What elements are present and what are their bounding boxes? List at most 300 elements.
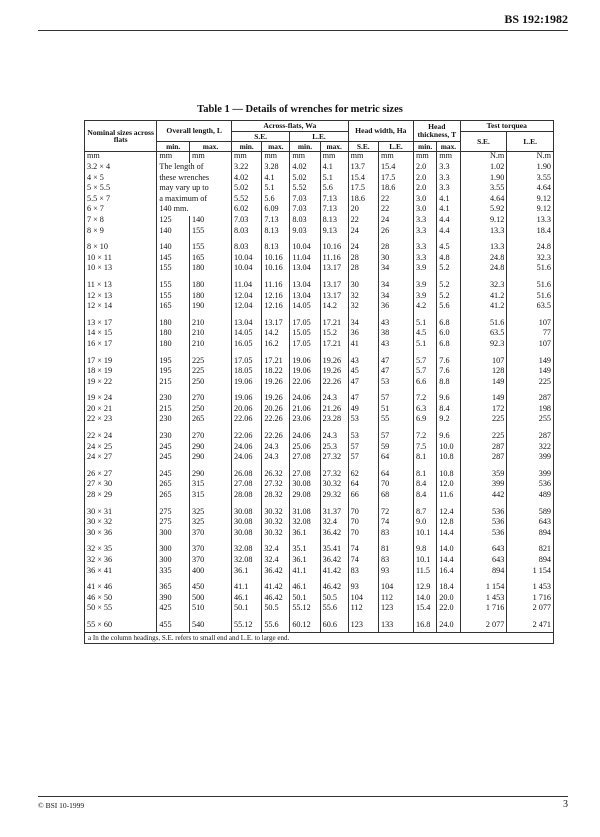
value-cell: 155 [157, 292, 190, 303]
value-cell: 93 [378, 567, 413, 578]
value-cell: 18.22 [262, 367, 290, 378]
value-cell: 455 [157, 621, 190, 632]
value-cell: 46.42 [320, 583, 348, 594]
nominal-size-cell: 13 × 17 [85, 319, 157, 330]
unit-cell: mm [157, 152, 190, 163]
value-cell: 425 [157, 604, 190, 615]
nominal-size-cell: 18 × 19 [85, 367, 157, 378]
value-cell: 50.1 [290, 594, 320, 605]
value-cell: 4.1 [262, 174, 290, 185]
unit-cell: mm [189, 152, 231, 163]
value-cell: 9.6 [437, 394, 460, 405]
value-cell: 32.08 [231, 556, 261, 567]
value-cell: 300 [157, 545, 190, 556]
heading-torque-se: S.E. [460, 131, 507, 152]
value-cell: 149 [507, 357, 554, 368]
value-cell: 210 [189, 340, 231, 351]
value-cell: 24.06 [290, 394, 320, 405]
table-row [85, 621, 554, 632]
value-cell: 24.0 [437, 621, 460, 632]
value-cell: 41.2 [460, 302, 507, 313]
value-cell: 27.32 [320, 470, 348, 481]
value-cell: 92.3 [460, 340, 507, 351]
value-cell: 10.1 [413, 529, 436, 540]
value-cell: 250 [189, 378, 231, 389]
value-cell: 11.6 [437, 491, 460, 502]
value-cell: 22.26 [262, 432, 290, 443]
table-row [85, 340, 554, 351]
value-cell: 5.52 [290, 184, 320, 195]
value-cell: 72 [378, 508, 413, 519]
nominal-size-cell: 30 × 32 [85, 518, 157, 529]
value-cell: 13.04 [290, 264, 320, 275]
value-cell: 28 [348, 264, 378, 275]
value-cell: 50.5 [262, 604, 290, 615]
nominal-size-cell: 36 × 41 [85, 567, 157, 578]
value-cell: 5.1 [320, 174, 348, 185]
value-cell: 894 [507, 529, 554, 540]
value-cell: 230 [157, 432, 190, 443]
value-cell: 2 077 [507, 604, 554, 615]
value-cell: 27.08 [231, 480, 261, 491]
value-cell: 64 [378, 453, 413, 464]
value-cell: 3.55 [460, 184, 507, 195]
value-cell: 14.0 [413, 594, 436, 605]
nominal-size-cell: 22 × 23 [85, 415, 157, 426]
wrench-table-container [84, 120, 554, 644]
value-cell: 22.26 [320, 378, 348, 389]
value-cell: 46.42 [262, 594, 290, 605]
value-cell: 215 [157, 378, 190, 389]
value-cell: 140 [157, 227, 190, 238]
table-row [85, 594, 554, 605]
unit-cell: mm [378, 152, 413, 163]
value-cell: 9.12 [460, 216, 507, 227]
value-cell: 5.7 [413, 357, 436, 368]
value-cell: 149 [460, 378, 507, 389]
value-cell: 12.4 [437, 508, 460, 519]
value-cell: 30.32 [262, 518, 290, 529]
table-row [85, 216, 554, 227]
value-cell: 13.17 [262, 319, 290, 330]
value-cell: 12.16 [262, 302, 290, 313]
value-cell: 15.4 [348, 174, 378, 185]
value-cell: 24 [348, 243, 378, 254]
value-cell: 2 471 [507, 621, 554, 632]
value-cell: 22 [348, 216, 378, 227]
value-cell: 370 [189, 545, 231, 556]
value-cell: 83 [348, 567, 378, 578]
value-cell: 510 [189, 604, 231, 615]
value-cell: 11.5 [413, 567, 436, 578]
value-cell: 8.4 [413, 491, 436, 502]
value-cell: 5.6 [437, 302, 460, 313]
wrench-table [84, 120, 554, 633]
page-number: 3 [563, 799, 568, 810]
value-cell: 22 [378, 205, 413, 216]
value-cell: 46.1 [231, 594, 261, 605]
value-cell: 300 [157, 529, 190, 540]
value-cell: 19.06 [290, 357, 320, 368]
value-cell: 41.1 [290, 567, 320, 578]
value-cell: 3.3 [413, 216, 436, 227]
heading-le: L.E. [378, 142, 413, 152]
value-cell: 335 [157, 567, 190, 578]
heading-head-width: Head width, Ha [348, 121, 413, 142]
value-cell: 359 [460, 470, 507, 481]
value-cell: 6.3 [413, 405, 436, 416]
nominal-size-cell: 5.5 × 7 [85, 195, 157, 206]
value-cell: 894 [507, 556, 554, 567]
value-cell: 4.1 [437, 195, 460, 206]
value-cell: 9.03 [290, 227, 320, 238]
value-cell: 57 [348, 443, 378, 454]
value-cell: 133 [378, 621, 413, 632]
value-cell: 7.13 [262, 216, 290, 227]
value-cell: 5.02 [231, 184, 261, 195]
value-cell: 10.16 [262, 264, 290, 275]
value-cell: 8.1 [413, 453, 436, 464]
value-cell: 8.1 [413, 470, 436, 481]
heading-max: max. [262, 142, 290, 152]
value-cell: 41 [348, 340, 378, 351]
value-cell: 63.5 [507, 302, 554, 313]
heading-head-thickness: Head thickness, T [413, 121, 460, 142]
value-cell: 24.8 [507, 243, 554, 254]
value-cell: 315 [189, 491, 231, 502]
value-cell: 11.04 [290, 254, 320, 265]
length-note-line: The length of [157, 163, 232, 174]
value-cell: 225 [460, 432, 507, 443]
heading-overall-length: Overall length, L [157, 121, 232, 142]
table-row [85, 470, 554, 481]
value-cell: 2.0 [413, 163, 436, 174]
value-cell: 245 [157, 453, 190, 464]
value-cell: 45 [348, 367, 378, 378]
value-cell: 7.13 [320, 195, 348, 206]
value-cell: 536 [460, 529, 507, 540]
value-cell: 17.05 [290, 319, 320, 330]
nominal-size-cell: 19 × 24 [85, 394, 157, 405]
value-cell: 4.2 [413, 302, 436, 313]
value-cell: 540 [189, 621, 231, 632]
value-cell: 25.3 [320, 443, 348, 454]
value-cell: 3.22 [231, 163, 261, 174]
value-cell: 24.3 [320, 432, 348, 443]
value-cell: 7.2 [413, 432, 436, 443]
value-cell: 275 [157, 508, 190, 519]
value-cell: 180 [189, 281, 231, 292]
value-cell: 225 [189, 357, 231, 368]
table-row [85, 545, 554, 556]
value-cell: 13.7 [348, 163, 378, 174]
nominal-size-cell: 28 × 29 [85, 491, 157, 502]
footer-rule [38, 796, 568, 797]
value-cell: 27.08 [290, 470, 320, 481]
value-cell: 34 [378, 292, 413, 303]
value-cell: 13.3 [507, 216, 554, 227]
value-cell: 287 [507, 432, 554, 443]
value-cell: 22.06 [231, 415, 261, 426]
value-cell: 83 [378, 556, 413, 567]
value-cell: 41.1 [231, 583, 261, 594]
nominal-size-cell: 4 × 5 [85, 174, 157, 185]
value-cell: 74 [378, 518, 413, 529]
value-cell: 14.4 [437, 556, 460, 567]
value-cell: 19.06 [290, 367, 320, 378]
table-row [85, 394, 554, 405]
value-cell: 36.1 [290, 556, 320, 567]
value-cell: 5.7 [413, 367, 436, 378]
unit-cell: mm [290, 152, 320, 163]
table-row [85, 415, 554, 426]
value-cell: 43 [378, 319, 413, 330]
unit-cell: mm [413, 152, 436, 163]
value-cell: 442 [460, 491, 507, 502]
value-cell: 4.5 [437, 243, 460, 254]
value-cell: 57 [378, 432, 413, 443]
value-cell: 104 [378, 583, 413, 594]
value-cell: 7.2 [413, 394, 436, 405]
value-cell: 107 [460, 357, 507, 368]
value-cell: 140 [157, 243, 190, 254]
value-cell: 14.2 [262, 329, 290, 340]
value-cell: 9.13 [320, 227, 348, 238]
value-cell: 74 [348, 545, 378, 556]
value-cell: 66 [348, 491, 378, 502]
value-cell: 536 [460, 508, 507, 519]
value-cell: 18.4 [507, 227, 554, 238]
value-cell: 4.5 [413, 329, 436, 340]
heading-test-torque: Test torquea [460, 121, 553, 132]
value-cell: 20.06 [231, 405, 261, 416]
value-cell: 12.16 [262, 292, 290, 303]
value-cell: 68 [378, 491, 413, 502]
value-cell: 17.21 [320, 319, 348, 330]
value-cell: 30 [378, 254, 413, 265]
value-cell: 399 [507, 470, 554, 481]
value-cell: 32 [348, 302, 378, 313]
value-cell: 24.8 [460, 254, 507, 265]
value-cell: 12.04 [231, 292, 261, 303]
table-row [85, 480, 554, 491]
value-cell: 18.6 [378, 184, 413, 195]
table-row [85, 357, 554, 368]
nominal-size-cell: 30 × 31 [85, 508, 157, 519]
value-cell: 60.6 [320, 621, 348, 632]
value-cell: 123 [348, 621, 378, 632]
value-cell: 30.32 [262, 529, 290, 540]
table-row [85, 491, 554, 502]
table-row [85, 163, 554, 174]
value-cell: 3.3 [413, 243, 436, 254]
value-cell: 32.3 [507, 254, 554, 265]
value-cell: 8.7 [413, 508, 436, 519]
table-row [85, 254, 554, 265]
value-cell: 8.4 [413, 480, 436, 491]
value-cell: 10.8 [437, 453, 460, 464]
value-cell: 60.12 [290, 621, 320, 632]
value-cell: 4.4 [437, 227, 460, 238]
table-row [85, 264, 554, 275]
value-cell: 245 [157, 443, 190, 454]
value-cell: 190 [189, 302, 231, 313]
value-cell: 155 [189, 243, 231, 254]
nominal-size-cell: 32 × 36 [85, 556, 157, 567]
value-cell: 1 154 [460, 583, 507, 594]
value-cell: 36.1 [290, 529, 320, 540]
value-cell: 14.05 [290, 302, 320, 313]
table-row [85, 227, 554, 238]
value-cell: 155 [157, 281, 190, 292]
value-cell: 215 [157, 405, 190, 416]
value-cell: 325 [189, 508, 231, 519]
nominal-size-cell: 6 × 7 [85, 205, 157, 216]
value-cell: 32.4 [320, 518, 348, 529]
value-cell: 49 [348, 405, 378, 416]
value-cell: 27.32 [320, 453, 348, 464]
nominal-size-cell: 55 × 60 [85, 621, 157, 632]
table-row [85, 184, 554, 195]
value-cell: 172 [460, 405, 507, 416]
value-cell: 24 [378, 216, 413, 227]
value-cell: 210 [189, 329, 231, 340]
value-cell: 643 [460, 556, 507, 567]
nominal-size-cell: 3.2 × 4 [85, 163, 157, 174]
value-cell: 32.4 [262, 556, 290, 567]
value-cell: 13.04 [290, 281, 320, 292]
value-cell: 195 [157, 357, 190, 368]
heading-across-flats: Across-flats, Wa [231, 121, 348, 132]
value-cell: 26.32 [262, 470, 290, 481]
nominal-size-cell: 41 × 46 [85, 583, 157, 594]
value-cell: 10.1 [413, 556, 436, 567]
value-cell: 10.16 [320, 243, 348, 254]
value-cell: 14.0 [437, 545, 460, 556]
value-cell: 140 [189, 216, 231, 227]
value-cell: 149 [507, 367, 554, 378]
value-cell: 265 [157, 491, 190, 502]
nominal-size-cell: 20 × 21 [85, 405, 157, 416]
value-cell: 287 [460, 443, 507, 454]
value-cell: 50.1 [231, 604, 261, 615]
value-cell: 536 [507, 480, 554, 491]
unit-cell: mm [85, 152, 157, 163]
value-cell: 13.17 [320, 281, 348, 292]
value-cell: 17.5 [348, 184, 378, 195]
nominal-size-cell: 5 × 5.5 [85, 184, 157, 195]
value-cell: 13.3 [460, 227, 507, 238]
value-cell: 10.16 [262, 254, 290, 265]
value-cell: 13.17 [320, 264, 348, 275]
unit-cell: mm [348, 152, 378, 163]
table-row [85, 281, 554, 292]
table-row [85, 567, 554, 578]
value-cell: 250 [189, 405, 231, 416]
value-cell: 245 [157, 470, 190, 481]
value-cell: 32.08 [290, 518, 320, 529]
value-cell: 55.6 [320, 604, 348, 615]
value-cell: 28 [378, 243, 413, 254]
value-cell: 31.37 [320, 508, 348, 519]
value-cell: 4.1 [320, 163, 348, 174]
value-cell: 9.8 [413, 545, 436, 556]
value-cell: 16.2 [262, 340, 290, 351]
value-cell: 1 716 [507, 594, 554, 605]
value-cell: 11.16 [320, 254, 348, 265]
heading-torque-le: L.E. [507, 131, 554, 152]
value-cell: 12.04 [231, 302, 261, 313]
value-cell: 5.2 [437, 281, 460, 292]
value-cell: 400 [189, 567, 231, 578]
value-cell: 30.08 [231, 508, 261, 519]
value-cell: 290 [189, 453, 231, 464]
value-cell: 365 [157, 583, 190, 594]
length-note-line: a maximum of [157, 195, 232, 206]
value-cell: 16.05 [231, 340, 261, 351]
value-cell: 8.03 [231, 227, 261, 238]
table-body [85, 152, 554, 632]
value-cell: 21.26 [320, 405, 348, 416]
value-cell: 210 [189, 319, 231, 330]
value-cell: 128 [460, 367, 507, 378]
value-cell: 27.32 [262, 480, 290, 491]
value-cell: 1 716 [460, 604, 507, 615]
value-cell: 15.2 [320, 329, 348, 340]
standard-number: BS 192:1982 [504, 12, 568, 26]
value-cell: 93 [348, 583, 378, 594]
value-cell: 27.08 [290, 453, 320, 464]
heading-max: max. [189, 142, 231, 152]
units-row [85, 152, 554, 163]
value-cell: 15.05 [290, 329, 320, 340]
value-cell: 22 [378, 195, 413, 206]
heading-max: max. [437, 142, 460, 152]
value-cell: 28.08 [231, 491, 261, 502]
value-cell: 643 [460, 545, 507, 556]
unit-cell: mm [231, 152, 261, 163]
header-rule [38, 30, 568, 31]
value-cell: 3.3 [437, 184, 460, 195]
table-row [85, 195, 554, 206]
value-cell: 43 [348, 357, 378, 368]
value-cell: 21.06 [290, 405, 320, 416]
table-footnote: a In the column headings, S.E. refers to small end and L.E. to large end. [84, 633, 554, 644]
value-cell: 290 [189, 470, 231, 481]
value-cell: 3.55 [507, 174, 554, 185]
value-cell: 265 [189, 415, 231, 426]
value-cell: 315 [189, 480, 231, 491]
value-cell: 24.06 [290, 432, 320, 443]
value-cell: 16.4 [437, 567, 460, 578]
value-cell: 55.6 [262, 621, 290, 632]
value-cell: 74 [348, 556, 378, 567]
value-cell: 57 [348, 453, 378, 464]
value-cell: 64 [378, 470, 413, 481]
table-row [85, 508, 554, 519]
value-cell: 16.8 [413, 621, 436, 632]
value-cell: 24.3 [262, 453, 290, 464]
table-row [85, 367, 554, 378]
value-cell: 55 [378, 415, 413, 426]
value-cell: 10.04 [231, 264, 261, 275]
value-cell: 287 [460, 453, 507, 464]
value-cell: 180 [157, 340, 190, 351]
value-cell: 24 [348, 227, 378, 238]
value-cell: 12.9 [413, 583, 436, 594]
heading-min: min. [290, 142, 320, 152]
value-cell: 36 [378, 302, 413, 313]
